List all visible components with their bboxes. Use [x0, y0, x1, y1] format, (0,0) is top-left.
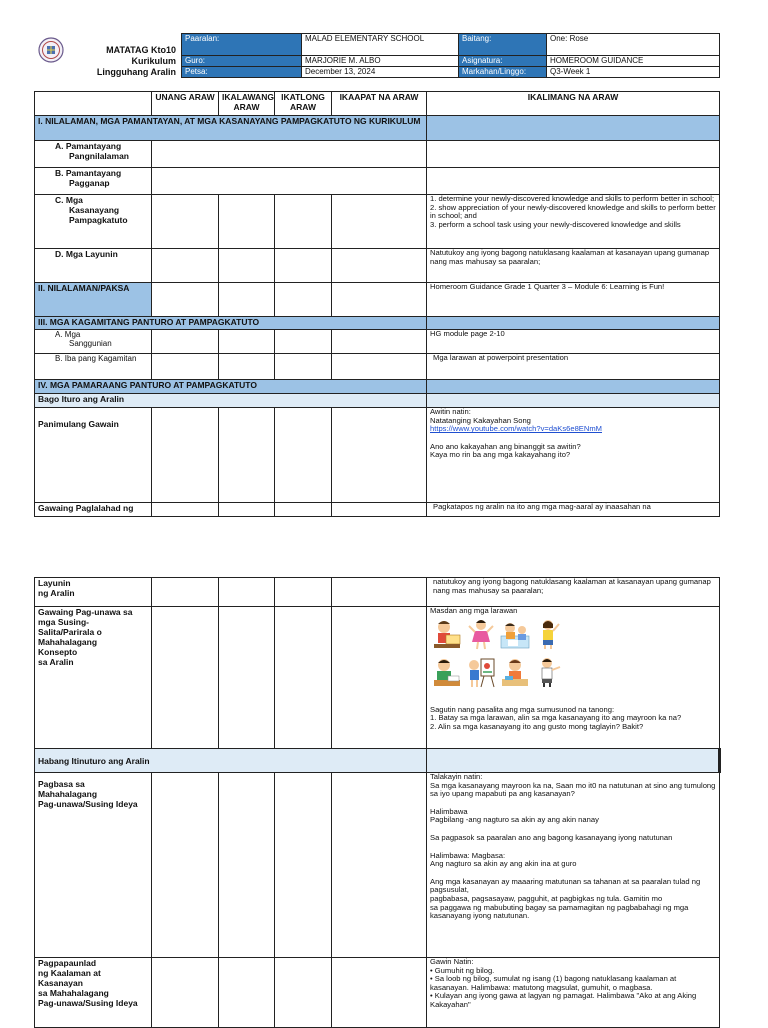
- header-title-line: MATATAG Kto10: [106, 45, 176, 55]
- row-label-pagpapaunlad: Pagpapaunlad ng Kaalaman at Kasanayan sa Mahahalagang Pag-unawa/Susing Ideya: [35, 958, 152, 1028]
- kids-drawing-icon: [500, 618, 530, 650]
- day-header-5: IKALIMANG NA ARAW: [427, 92, 720, 116]
- row-label-pamantayang-pagganap: B. Pamantayang Pagganap: [35, 168, 152, 195]
- header-title-line: Lingguhang Aralin: [96, 67, 176, 77]
- school-label: Paaralan:: [182, 34, 302, 56]
- grade-value: One: Rose: [547, 34, 720, 56]
- row-label-sanggunian: A. Mga Sanggunian: [35, 330, 152, 354]
- header-title: [60, 45, 176, 78]
- discussion-text: Talakayin natin: Sa mga kasanayang mayroon ka na, Saan mo it0 na natutunan at sino ang tumulong sa iyo upang mapabuti pa ang kasanayan? Halimbawa Pagbilang -ang nagturo sa akin ay ang akin nanay Sa pagpasok sa paaralan ano ang bagong kasanayang iyong natutunan Halimbawa: Magbasa: Ang nagturo sa akin ay ang akin ina at guro Ang mga kasanayan ay maaaring matutunan sa tahanan at sa paaralan tulad ng pagsusulat, pagbabasa, pagsasayaw, pagguhit, at pagbigkas ng tula. Gamitin mo sa paggawa ng mabubuting bagay sa pamamagitan ng pagbabahagi ng mga kasanayang iyong natutunan.: [427, 773, 720, 958]
- presentation-text: Pagkatapos ng aralin na ito ang mga mag-aaral ay inaasahan na: [427, 503, 720, 517]
- section-heading: I. NILALAMAN, MGA PAMANTAYAN, AT MGA KASANAYANG PAMPAGKATUTO NG KURIKULUM: [35, 116, 427, 141]
- row-label-layunin-ng-aralin: Layunin ng Aralin: [35, 578, 152, 607]
- row-label-mga-layunin: D. Mga Layunin: [35, 249, 152, 283]
- subject-label: Asignatura:: [459, 56, 547, 67]
- school-value: MALAD ELEMENTARY SCHOOL: [302, 34, 459, 56]
- references-text: HG module page 2-10: [427, 330, 720, 354]
- section-heading: II. NILALAMAN/PAKSA: [35, 283, 152, 317]
- row-label-gawaing-paglalahad: Gawaing Paglalahad ng: [35, 503, 152, 517]
- lesson-plan-table-page-1: [34, 91, 720, 517]
- day-header-3: IKATLONG ARAW: [275, 92, 332, 116]
- illustration-grid: [430, 616, 716, 706]
- section-heading: III. MGA KAGAMITANG PANTURO AT PAMPAGKATUTO: [35, 317, 427, 330]
- quarter-label: Markahan/Linggo:: [459, 67, 547, 78]
- objectives-text: Natutukoy ang iyong bagong natuklasang kaalaman at kasanayan upang gumanap nang mas mahusay sa paaralan;: [427, 249, 720, 283]
- girl-waving-icon: [534, 618, 564, 650]
- subject-value: HOMEROOM GUIDANCE: [547, 56, 720, 67]
- topic-text: Homeroom Guidance Grade 1 Quarter 3 – Module 6: Learning is Fun!: [427, 283, 720, 317]
- row-label-kasanayang-pampagkatuto: C. Mga Kasanayang Pampagkatuto: [35, 195, 152, 249]
- lesson-objective-text: natutukoy ang iyong bagong natuklasang kaalaman at kasanayan upang gumanap nang mas mahusay sa paaralan;: [427, 578, 720, 607]
- date-value: December 13, 2024: [302, 67, 459, 78]
- teacher-label: Guro:: [182, 56, 302, 67]
- girl-pointing-icon: [534, 656, 564, 688]
- grade-label: Baitang:: [459, 34, 547, 56]
- day-header-2: IKALAWANG ARAW: [219, 92, 275, 116]
- key-concepts-cell: Masdan ang mga larawan Sagutin nang pasalita ang mga sumusunod na tanong: 1. Batay sa mga larawan, alin sa mga kasanayang ito ang mayroon ka na? 2. Alin sa mga kasanayang ito ang gusto mong taglayin? Bakit?: [427, 607, 720, 749]
- song-video-link[interactable]: https://www.youtube.com/watch?v=daKs6e8ENmM: [430, 424, 602, 434]
- boy-reading-icon: [432, 618, 462, 650]
- subsection-heading: Bago Ituro ang Aralin: [35, 394, 427, 408]
- row-label-pagbasa: Pagbasa sa Mahahalagang Pag-unawa/Susing Ideya: [35, 773, 152, 958]
- quarter-value: Q3-Week 1: [547, 67, 720, 78]
- materials-text: Mga larawan at powerpoint presentation: [427, 354, 720, 380]
- opening-activity-text: Awitin natin: Natatanging Kakayahan Song https://www.youtube.com/watch?v=daKs6e8ENmM Ano ano kakayahan ang binanggit sa awitin? Kaya mo rin ba ang mga kakayahang ito?: [427, 408, 720, 503]
- day-header-row: [35, 92, 720, 116]
- lesson-plan-table-page-2: [34, 577, 721, 1028]
- kid-studying-icon: [500, 656, 530, 688]
- section-heading: IV. MGA PAMARAANG PANTURO AT PAMPAGKATUTO: [35, 380, 427, 394]
- row-label-pamantayang-pangnilalaman: A. Pamantayang Pangnilalaman: [35, 141, 152, 168]
- boy-writing-icon: [432, 656, 462, 688]
- row-label-gawaing-pag-unawa: Gawaing Pag-unawa sa mga Susing- Salita/Parirala o Mahahalagang Konsepto sa Aralin: [35, 607, 152, 749]
- header-title-line: Kurikulum: [131, 56, 176, 66]
- day-header-4: IKAAPAT NA ARAW: [332, 92, 427, 116]
- learning-competencies-text: 1. determine your newly-discovered knowledge and skills to perform better in school; 2. show appreciation of your newly-discovered knowledge and skills to perform better in school; and 3. perform a school task using your newly-discovered knowledge and skills: [427, 195, 720, 249]
- date-label: Petsa:: [182, 67, 302, 78]
- subsection-heading: Habang Itinuturo ang Aralin: [35, 749, 427, 773]
- girl-dancing-icon: [466, 618, 496, 650]
- day-header-1: UNANG ARAW: [152, 92, 219, 116]
- header-info-table: [181, 33, 720, 78]
- kid-painting-icon: [466, 656, 496, 688]
- row-label-panimulang-gawain: Panimulang Gawain: [35, 408, 152, 503]
- activity-instructions-text: Gawin Natin: • Gumuhit ng bilog. • Sa loob ng bilog, sumulat ng isang (1) bagong natuklasang kaalaman at kasanayan. Halimbawa: matutong magsulat, gumuhit, o magbasa. • Kulayan ang iyong gawa at lagyan ng pamagat. Halimbawa "Ako at ang Aking Kakayahan": [427, 958, 720, 1028]
- row-label-iba-pang-kagamitan: B. Iba pang Kagamitan: [35, 354, 152, 380]
- teacher-value: MARJORIE M. ALBO: [302, 56, 459, 67]
